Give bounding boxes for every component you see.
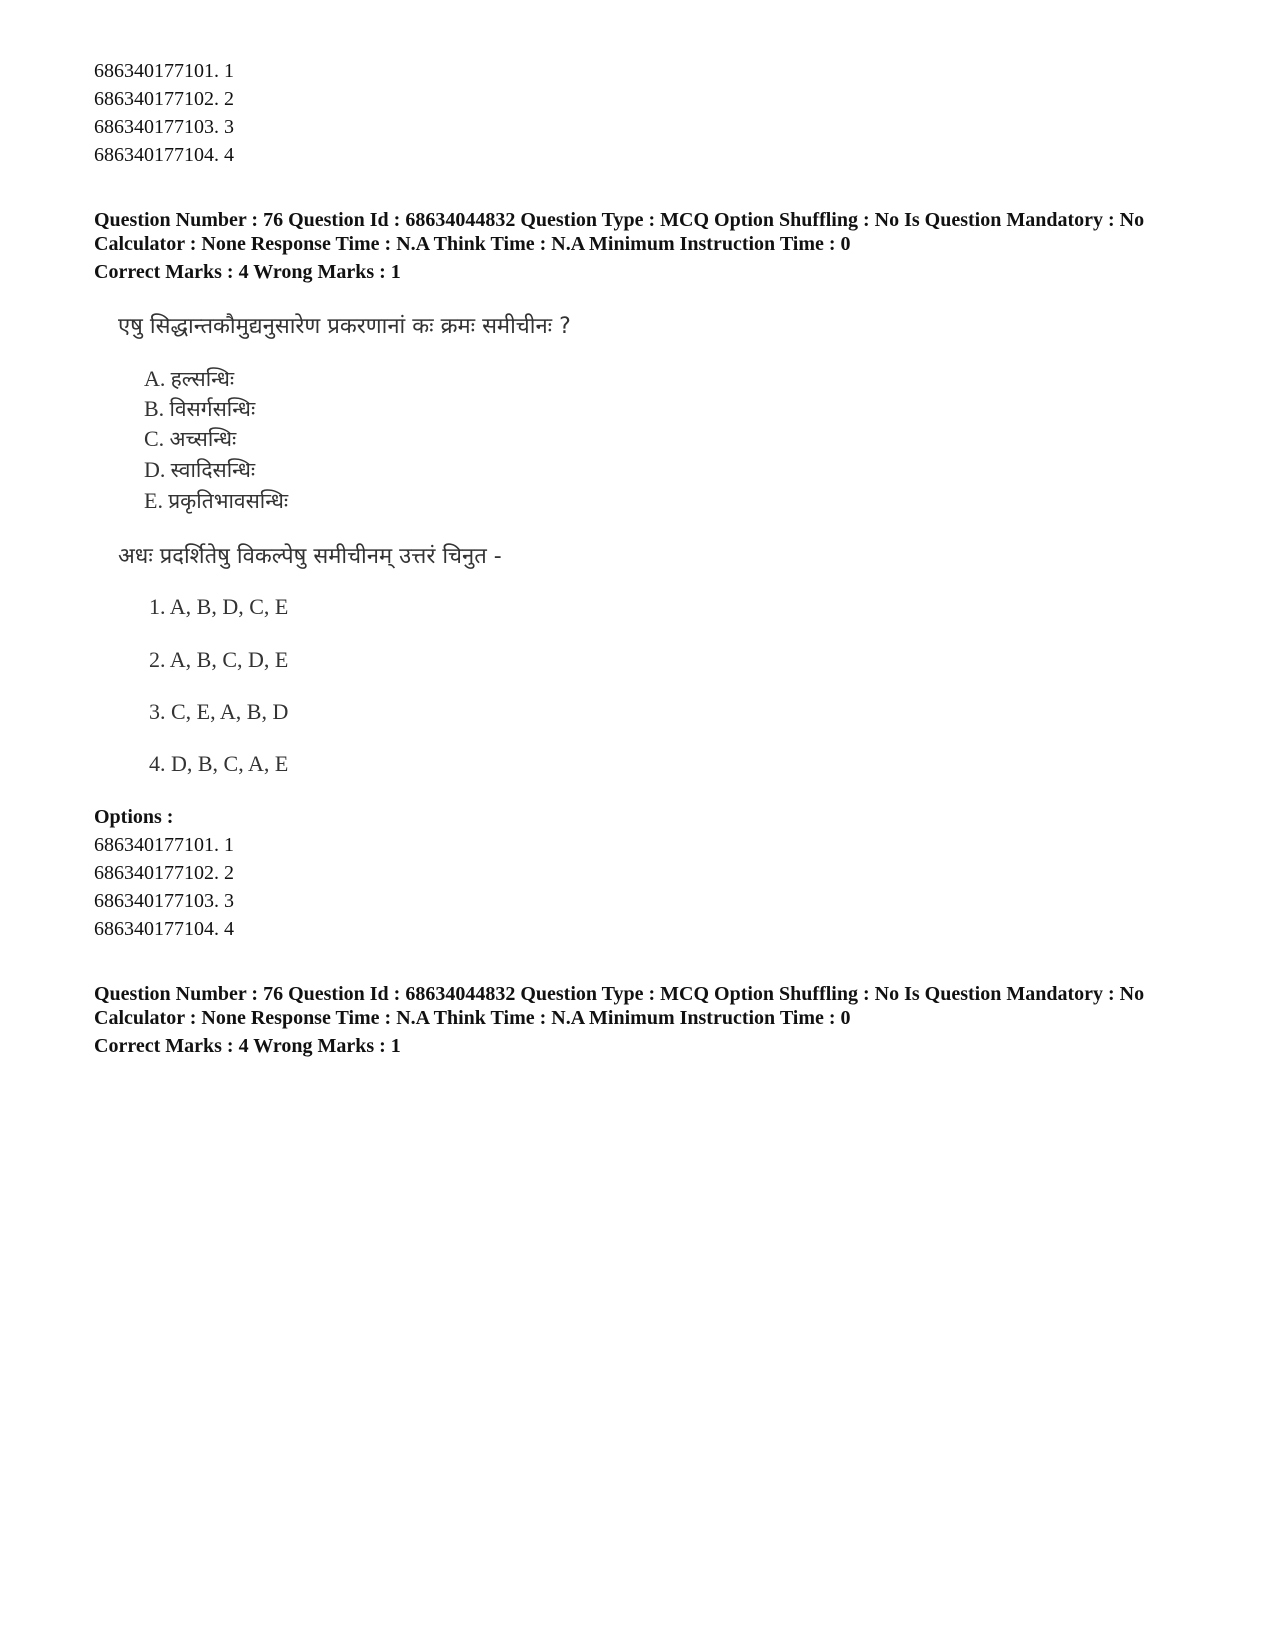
item-text: अच्सन्धिः [169, 427, 237, 451]
item-key: B. [144, 396, 165, 421]
list-item [144, 455, 255, 485]
list-item [144, 424, 236, 454]
question-meta [94, 982, 1194, 1058]
question-meta-text: Question Number : 76 Question Id : 68634044832 Question Type : MCQ Option Shuffling : No Is Question Mandatory : No Calculator : None Response Time : N.A Think Time : N.A Minimum Instruction Time : 0 [94, 983, 1145, 1029]
item-key: C. [144, 426, 165, 451]
item-key: A. [144, 366, 166, 391]
list-item [144, 394, 255, 424]
list-item [144, 364, 234, 394]
question-meta [94, 208, 1194, 284]
options-label: Options : [94, 806, 174, 828]
item-text: प्रकृतिभावसन्धिः [168, 489, 289, 513]
question-marks: Correct Marks : 4 Wrong Marks : 1 [94, 1035, 401, 1057]
answer-choice: 2. A, B, C, D, E [149, 647, 289, 672]
option-line: 686340177104. 4 [94, 144, 234, 166]
option-line: 686340177102. 2 [94, 862, 234, 884]
question-meta-text: Question Number : 76 Question Id : 68634044832 Question Type : MCQ Option Shuffling : No Is Question Mandatory : No Calculator : None Response Time : N.A Think Time : N.A Minimum Instruction Time : 0 [94, 209, 1145, 255]
item-key: D. [144, 457, 166, 482]
question-marks: Correct Marks : 4 Wrong Marks : 1 [94, 261, 401, 283]
item-key: E. [144, 488, 163, 513]
answer-choice: 1. A, B, D, C, E [149, 594, 289, 619]
option-line: 686340177103. 3 [94, 890, 234, 912]
option-line: 686340177104. 4 [94, 918, 234, 940]
option-line: 686340177103. 3 [94, 116, 234, 138]
item-text: स्वादिसन्धिः [170, 458, 256, 482]
question-instruction: अधः प्रदर्शितेषु विकल्पेषु समीचीनम् उत्तरं चिनुत - [118, 544, 502, 569]
option-line: 686340177101. 1 [94, 834, 234, 856]
item-text: विसर्गसन्धिः [169, 397, 256, 421]
answer-choice: 4. D, B, C, A, E [149, 751, 289, 776]
answer-choice: 3. C, E, A, B, D [149, 699, 289, 724]
option-line: 686340177101. 1 [94, 60, 234, 82]
option-line: 686340177102. 2 [94, 88, 234, 110]
question-stem: एषु सिद्धान्तकौमुद्यनुसारेण प्रकरणानां कः क्रमः समीचीनः ? [118, 314, 571, 339]
item-text: हल्सन्धिः [170, 367, 235, 391]
list-item [144, 486, 288, 516]
